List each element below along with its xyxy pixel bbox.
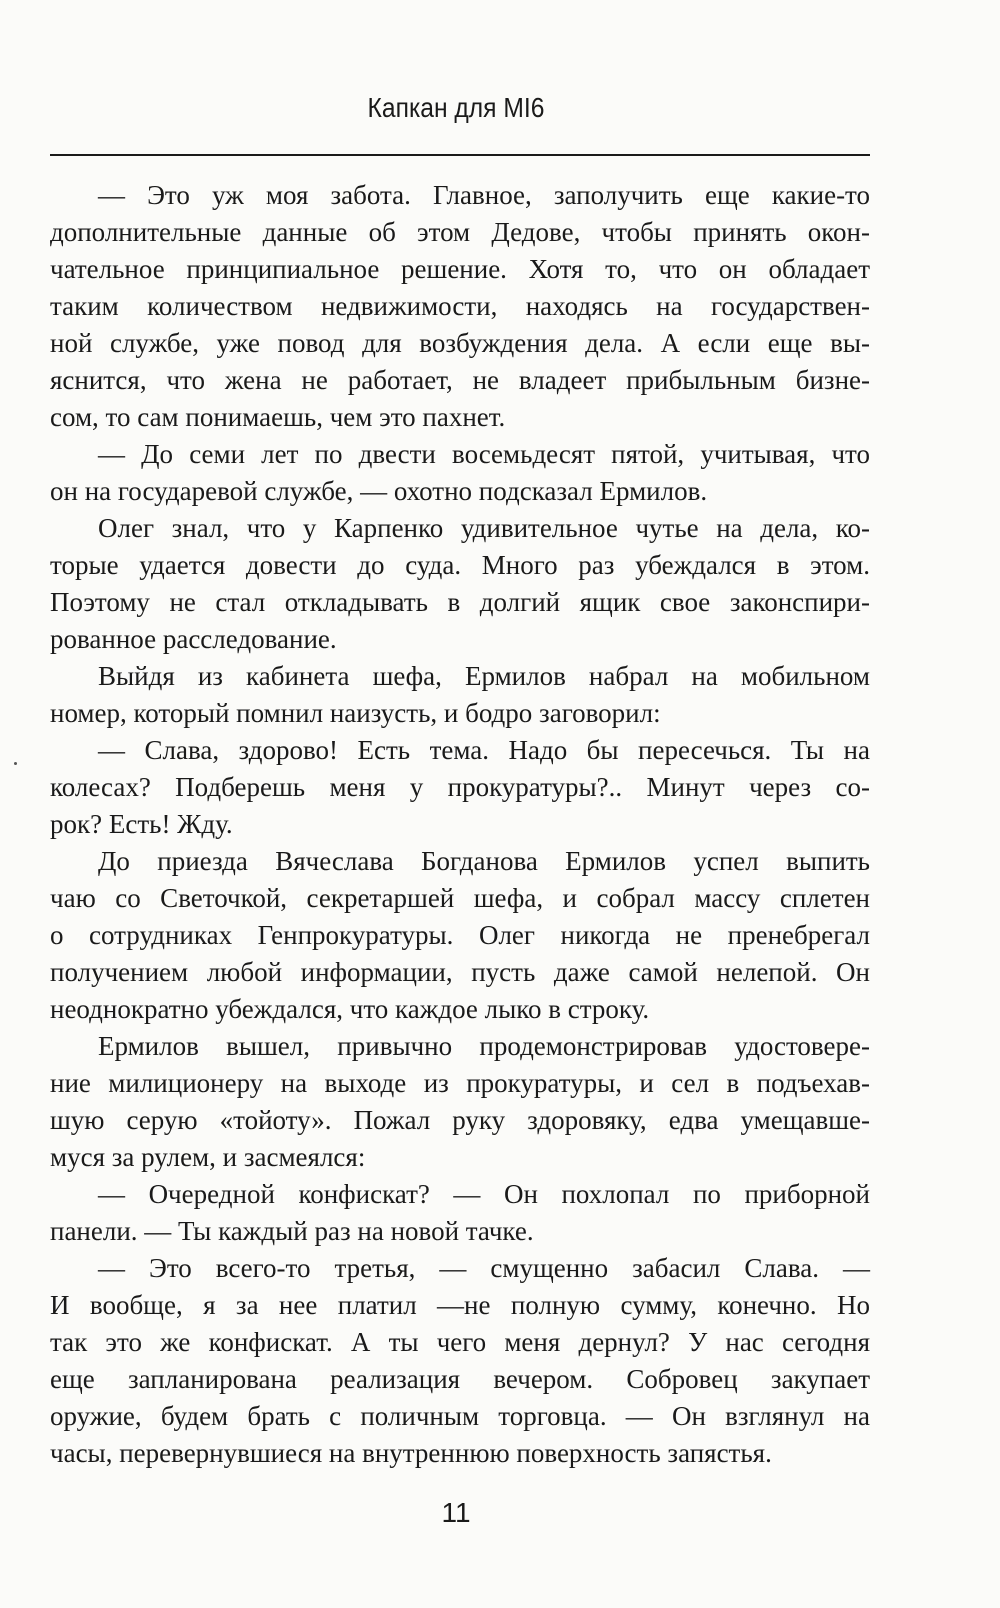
- text-line: рок? Есть! Жду.: [50, 809, 233, 839]
- paragraph: [50, 436, 870, 510]
- paragraph: [50, 843, 870, 1028]
- header-rule: [50, 154, 870, 156]
- paragraph: [50, 732, 870, 843]
- text-line: номер, который помнил наизусть, и бодро заговорил:: [50, 698, 661, 728]
- paragraph: [50, 510, 870, 658]
- text-line: — Слава, здорово! Есть тема. Надо бы пересечься. Ты на: [98, 735, 870, 765]
- paragraph: [50, 1028, 870, 1176]
- text-line: — Это уж моя забота. Главное, заполучить еще какие-то: [98, 180, 870, 210]
- text-line: оружие, будем брать с поличным торговца. — Он взглянул на: [50, 1401, 870, 1431]
- text-line: До приезда Вячеслава Богданова Ермилов успел выпить: [98, 846, 870, 876]
- body-text: [50, 177, 870, 1472]
- text-line: получением любой информации, пусть даже самой нелепой. Он: [50, 957, 870, 987]
- text-line: И вообще, я за нее платил —не полную сумму, конечно. Но: [50, 1290, 870, 1320]
- text-line: муся за рулем, и засмеялся:: [50, 1142, 366, 1172]
- text-line: рованное расследование.: [50, 624, 337, 654]
- text-line: Выйдя из кабинета шефа, Ермилов набрал на мобильном: [98, 661, 870, 691]
- paragraph: [50, 1250, 870, 1472]
- text-line: дополнительные данные об этом Дедове, чтобы принять окон-: [50, 217, 870, 247]
- text-line: ние милиционеру на выходе из прокуратуры, и сел в подъехав-: [50, 1068, 870, 1098]
- page-number: 11: [441, 1497, 471, 1528]
- scan-speck: [14, 762, 17, 765]
- text-line: сом, то сам понимаешь, чем это пахнет.: [50, 402, 506, 432]
- running-head: Капкан для MI6: [367, 92, 545, 123]
- text-line: яснится, что жена не работает, не владеет прибыльным бизне-: [50, 365, 870, 395]
- text-line: неоднократно убеждался, что каждое лыко в строку.: [50, 994, 650, 1024]
- paragraph: [50, 177, 870, 436]
- text-line: колесах? Подберешь меня у прокуратуры?.. Минут через со-: [50, 772, 870, 802]
- text-line: еще запланирована реализация вечером. Собровец закупает: [50, 1364, 870, 1394]
- text-line: часы, перевернувшиеся на внутреннюю поверхность запястья.: [50, 1438, 772, 1468]
- text-line: чательное принципиальное решение. Хотя то, что он обладает: [50, 254, 870, 284]
- text-line: о сотрудниках Генпрокуратуры. Олег никогда не пренебрегал: [50, 920, 870, 950]
- text-line: Поэтому не стал откладывать в долгий ящик свое законспири-: [50, 587, 870, 617]
- text-line: торые удается довести до суда. Много раз убеждался в этом.: [50, 550, 870, 580]
- text-line: панели. — Ты каждый раз на новой тачке.: [50, 1216, 534, 1246]
- text-line: — Это всего-то третья, — смущенно забасил Слава. —: [98, 1253, 870, 1283]
- text-line: Ермилов вышел, привычно продемонстрировав удостовере-: [98, 1031, 870, 1061]
- text-line: Олег знал, что у Карпенко удивительное чутье на дела, ко-: [98, 513, 870, 543]
- text-line: — Очередной конфискат? — Он похлопал по приборной: [98, 1179, 870, 1209]
- text-line: таким количеством недвижимости, находясь на государствен-: [50, 291, 870, 321]
- text-line: — До семи лет по двести восемьдесят пятой, учитывая, что: [98, 439, 870, 469]
- paragraph: [50, 1176, 870, 1250]
- paragraph: [50, 658, 870, 732]
- text-line: чаю со Светочкой, секретаршей шефа, и собрал массу сплетен: [50, 883, 870, 913]
- text-line: шую серую «тойоту». Пожал руку здоровяку, едва умещавше-: [50, 1105, 870, 1135]
- text-line: ной службе, уже повод для возбуждения дела. А если еще вы-: [50, 328, 870, 358]
- text-line: он на государевой службе, — охотно подсказал Ермилов.: [50, 476, 708, 506]
- text-line: так это же конфискат. А ты чего меня дернул? У нас сегодня: [50, 1327, 870, 1357]
